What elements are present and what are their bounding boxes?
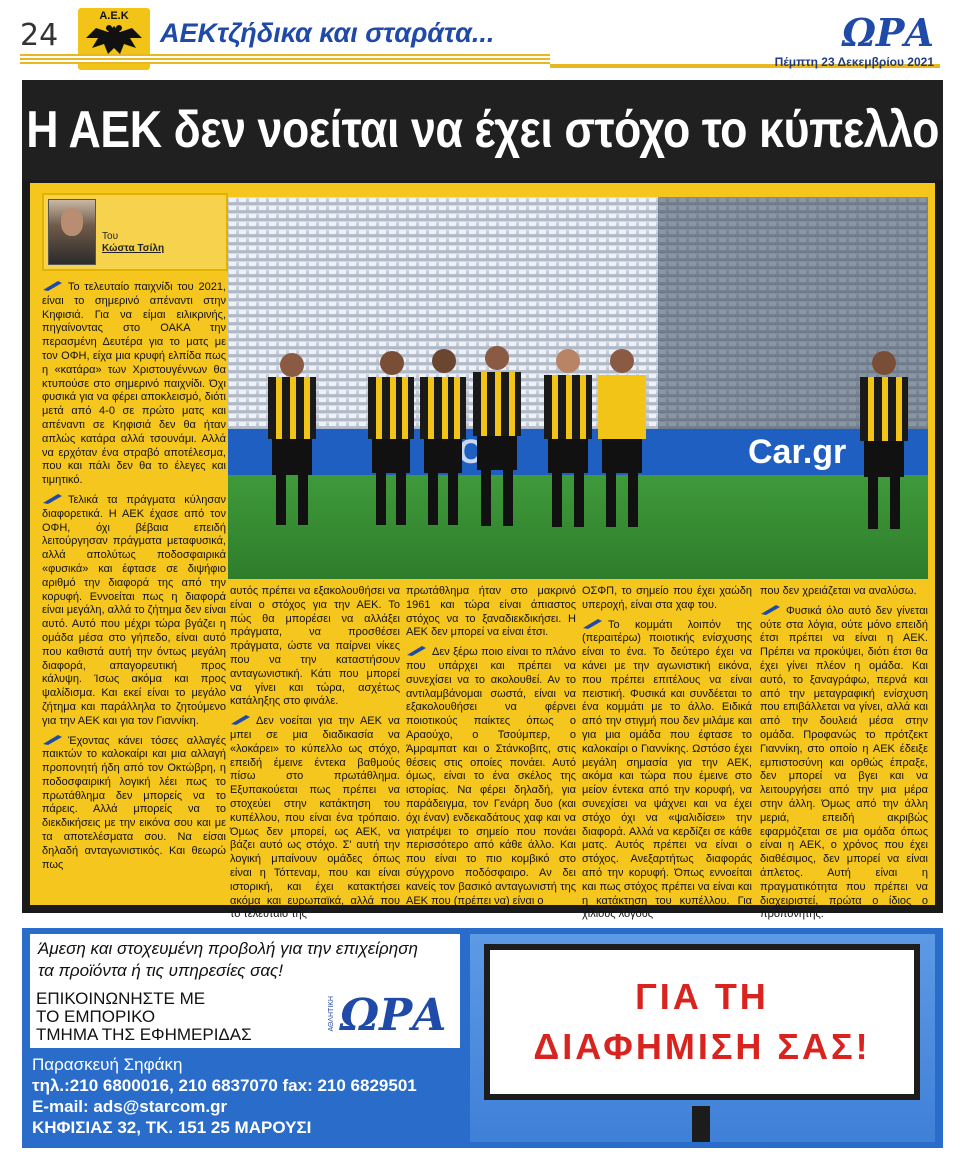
pen-icon [230,713,252,725]
byline [102,231,164,255]
byline-box [42,193,228,271]
page-number: 24 [20,18,59,53]
pen-icon [760,603,782,615]
contact-name: Παρασκευή Σηφάκη [32,1055,183,1074]
ad-slogan-line-1: Άμεση και στοχευμένη προβολή για την επιχείρηση [38,939,418,958]
ad-logo: ΩΡΑ [340,990,447,1041]
contact-address: ΚΗΦΙΣΙΑΣ 32, ΤΚ. 151 25 ΜΑΡΟΥΣΙ [32,1118,312,1137]
issue-date: Πέμπτη 23 Δεκεμβρίου 2021 [774,55,934,69]
paragraph: Τελικά τα πράγματα κύλησαν διαφορετικά. Η ΑΕΚ έχασε από τον ΟΦΗ, όχι βέβαια επειδή λειτούργησαν πράγματα μεταφυσικά, αλλά απολύτως ποδοσφαιρικά «φυσικά» και έφτασε σε διψήφιο αριθμό την διαφορά της από την κορυφή. Εννοείται πως η διαφορά είναι μεγάλη, αλλά το ζήτημα δεν είναι αυτό. Αυτό που μέχρι τώρα βγάζει η ομάδα μέσα στο γήπεδο, είναι αυτό που καθιστά αυτή την όντως μεγάλη διαφορά, απαγορευτική προς κάλυψη. Ίσως ακόμα και προς ψαλίδισμα. Και εκεί είναι το μεγάλο ζήτημα και παράλληλα το ζητούμενο για την ΑΕΚ και για τον Γιαννίκη. [42,493,226,727]
contact-phones: τηλ.:210 6800016, 210 6837070 fax: 210 6829501 [32,1076,417,1095]
pen-icon [42,492,64,504]
billboard [484,944,920,1100]
paragraph: Το τελευταίο παιχνίδι του 2021, είναι το σημερινό απέναντι στην Κηφισιά. Για να είμαι ειλικρινής, πηγαίνοντας στο ΟΑΚΑ την περασμένη Δευτέρα για το ματς με τον ΟΦΗ, είχα μια κρυφή ελπίδα πως η «κατάρα» των Χριστουγέννων θα κτυπούσε στο σημερινό παιχνίδι. Όχι φυσικά για να φέρει αποκλεισμό, διότι μετά από 4-0 σε πρώτο ματς και απέναντι σε Κηφισιά δεν θα ήταν απλώς κατάρα αλλά τσουνάμι. Αλλά να ερχόταν ένα στραβό αποτέλεσμα, που και πάλι δεν θα το έλεγες και τιμητικό. [42,281,226,487]
page-header [0,0,960,72]
aek-logo-text: Α.Ε.Κ [99,10,129,22]
author-photo [48,199,96,265]
paragraph: που δεν χρειάζεται να αναλύσω. [760,585,917,597]
paragraph: αυτός πρέπει να εξακολουθήσει να είναι ο στόχος για την ΑΕΚ. Το πώς θα μπορέσει να αλλάξει πράγματα, να προσθέσει πράγματα, ώστε να παίρνει νίκες που να την καταστήσουν ανταγωνιστική. Κάτι που μπορεί να γίνει και τώρα, ασχέτως κατάληξης στο φινάλε. [230,585,400,708]
advertisement [22,928,943,1148]
text-column-5 [760,585,928,926]
ad-contact-box [30,988,460,1048]
byline-name: Κώστα Τσίλη [102,243,165,254]
contact-email: E-mail: ads@starcom.gr [32,1097,228,1116]
text-column-3 [406,585,576,912]
ad-contact-info [32,1054,417,1138]
ad-board-text: Car.gr [748,433,847,471]
billboard-post [692,1106,710,1142]
paragraph: Δεν ξέρω ποιο είναι το πλάνο που υπάρχει και πρέπει να συνεχίσει να το ακολουθεί. Αν το αντιλαμβάνομαι σωστά, είναι να εξακολουθήσει να φέρνει ποιοτικούς παίκτες όπως ο Αραούχο, ο Τσούμπερ, ο Άμραμπατ και ο Στάνκοβιτς, στις θέσεις στις οποίες πονάει. Αυτό όμως, είναι το ένα σκέλος της ιστορίας. Να φέρει δηλαδή, για παράδειγμα, τον Γενάρη δυο (και όχι έναν) ενδεκαδάτους χαφ και να γιατρέψει το σημείο που πονάει περισσότερο από κάθε άλλο. Και που είναι το πιο κομβικό στο σύγχρονο ποδόσφαιρο. Αν δει κανείς τον βασικό ανταγωνιστή της ΑΕΚ που (πρέπει να) είναι ο [406,646,576,907]
ad-contact-text [36,990,252,1044]
billboard-line-2: ΔΙΑΦΗΜΙΣΗ ΣΑΣ! [533,1026,871,1067]
ad-slogan-box [30,934,460,990]
paragraph: Το κομμάτι λοιπόν της (περαιτέρω) ποιοτικής ενίσχυσης είναι το ένα. Το δεύτερο έχει να κάνει με την αγωνιστική εικόνα, που πρέπει επιτέλους να είναι πειστική. Φυσικά και συνδέεται το ένα κομμάτι με το άλλο. Ειδικά από την στιγμή που δεν μιλάμε και για μια ομάδα που έφτασε το καλοκαίρι ο Γιαννίκης. Ωστόσο έχει μεγάλη σημασία για την ΑΕΚ, ακόμα και τώρα που έμεινε στο μείον έντεκα από την κορυφή, να συνεχίσει να ψάχνει και να έχει στόχο όχι να «ψαλιδίσει» την διαφορά. Αλλά να κερδίζει σε κάθε ματς. Αυτός πρέπει να είναι ο στόχος. Ανεξαρτήτως διαφοράς από την κορυφή. Όπως εννοείται και πως στόχος πρέπει να είναι και η κατάκτηση του κυπέλλου. Για χίλιους λόγους [582,618,752,921]
headline-bar [22,80,943,180]
billboard-line-1: ΓΙΑ ΤΗ [635,976,769,1017]
article [22,80,943,921]
article-body [30,183,935,921]
text-column-1 [42,279,226,876]
paragraph: Φυσικά όλο αυτό δεν γίνεται ούτε στα λόγια, ούτε μόνο επειδή έτσι πρέπει να είναι η ΑΕΚ. Πρέπει να προκύψει, διότι έτσι θα έχει γίνει πλέον η ομάδα. Και αυτό, το ξαναγράφω, περνά και από την μεταγραφική ενίσχυση που επιβάλλεται να γίνει, αλλά και από την δουλειά μέσα στην ομάδα. Προφανώς το πρότζεκτ Γιαννίκη, στο οποίο η ΑΕΚ έδειξε εμπιστοσύνη και ορθώς έπραξε, δεν μπορεί να βγει και να λειτουργήσει από την μια μέρα στην άλλη. Όμως από την άλλη μεριά, επειδή ακριβώς εφαρμόζεται σε μια ομάδα όπως είναι η ΑΕΚ, ο χρόνος που έχει διαθέσιμος, δεν μπορεί να είναι άπλετος. Αυτή είναι η πραγματικότητα που πρέπει να διαχειριστεί, πρώτα ο ίδιος ο προπονητής. [760,604,928,921]
paragraph: πρωτάθλημα ήταν στο μακρινό 1961 και τώρα είναι άπιαστος στόχος να το ξαναδιεκδικήσει. Η ΑΕΚ δεν μπορεί να είναι έτσι. [406,585,576,639]
author-face [61,208,83,236]
contact-line-2: ΤΟ ΕΜΠΟΡΙΚΟ [36,1007,156,1026]
paragraph: Δεν νοείται για την ΑΕΚ να μπει σε μια διαδικασία να «λοκάρει» το κύπελλο ως στόχο, επειδή έμεινε έντεκα βαθμούς πίσω στο πρωτάθλημα. Εξυπακούεται πως πρέπει να στοχεύει στην κατάκτηση του κυπέλλου, που είναι ένα τρόπαιο. Όμως δεν μπορεί, ως ΑΕΚ, να βάζει αυτό ως στόχο. Σ' αυτή την λογική μπαίνουν ομάδες όπως είναι η Τόττεναμ, που και είναι ιστορική, και έχει κατακτήσει ακόμα και ευρωπαϊκά, αλλά που το τελευταίο της [230,715,400,921]
paragraph: ΟΣΦΠ, το σημείο που έχει χαώδη υπεροχή, είναι στα χαφ του. [582,585,752,611]
football-players-image [228,197,928,579]
section-title: AEKτζήδικα και σταράτα... [160,18,495,48]
header-rule [20,54,550,64]
headline: Η ΑΕΚ δεν νοείται να έχει στόχο το κύπελλο [26,101,939,159]
contact-line-1: ΕΠΙΚΟΙΝΩΝΗΣΤΕ ΜΕ [36,989,206,1008]
newspaper-logo: ΩΡΑ [842,10,934,55]
pen-icon [406,644,428,656]
pen-icon [42,733,64,745]
match-photo [228,197,928,579]
pen-icon [42,279,64,291]
paragraph: Έχοντας κάνει τόσες αλλαγές παικτών το καλοκαίρι και μια αλλαγή προπονητή ήδη από τον Οκτώβρη, η ποδοσφαιρική λογική λέει πως το πρωτάθλημα δεν μπορείς να το πάρεις. Αλλά μπορείς να το διεκδικήσεις με την εικόνα σου και με τα αποτελέσματα σου. Να είσαι δηλαδή ανταγωνιστικός. Και θεωρώ πως [42,734,226,871]
ad-logo-small: ΑΘΛΗΤΙΚΗ [328,996,335,1032]
byline-prefix: Του [102,231,119,242]
pen-icon [582,617,604,629]
ad-slogan-line-2: τα προϊόντα ή τις υπηρεσίες σας! [38,961,284,980]
contact-line-3: ΤΜΗΜΑ ΤΗΣ ΕΦΗΜΕΡΙΔΑΣ [36,1025,252,1044]
text-column-2 [230,585,400,926]
text-column-4 [582,585,752,926]
